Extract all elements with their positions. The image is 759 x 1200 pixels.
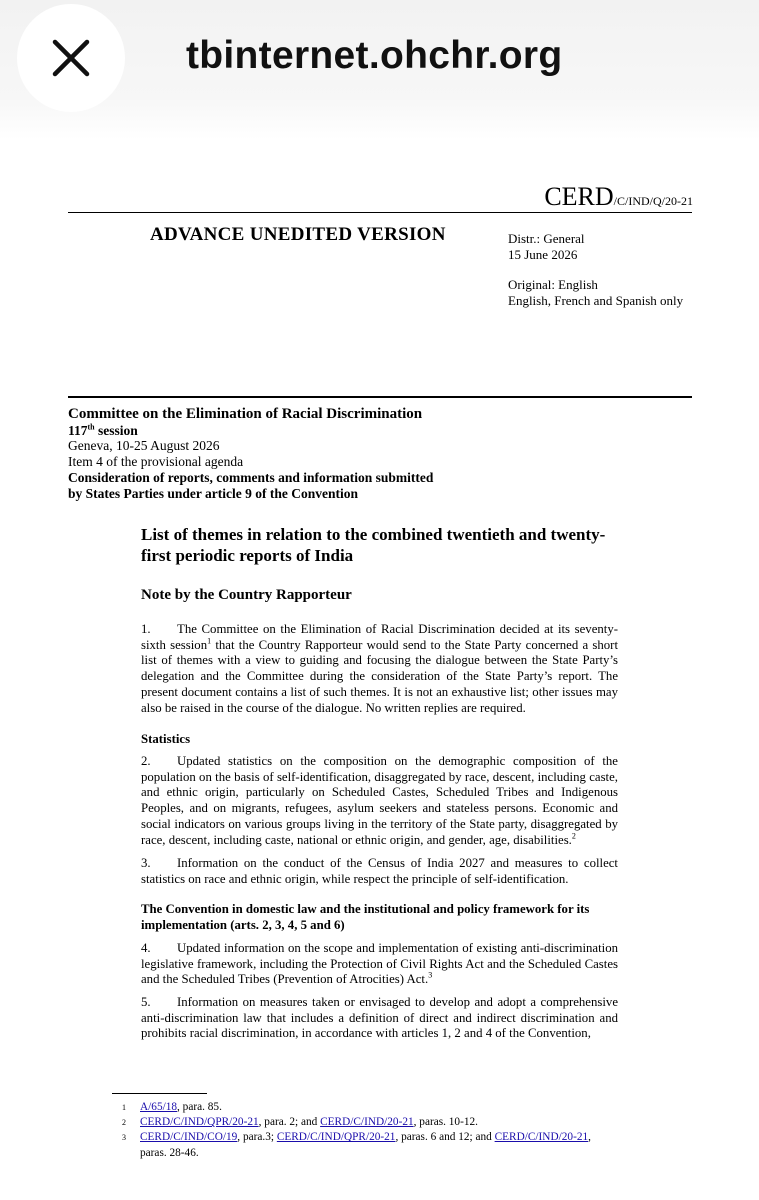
symbol-main: CERD: [544, 182, 614, 211]
document-link[interactable]: CERD/C/IND/CO/19: [140, 1131, 238, 1144]
session-sup: th: [87, 422, 95, 432]
session-word: session: [94, 422, 138, 438]
committee-name: Committee on the Elimination of Racial Discrimination: [68, 406, 423, 422]
para-number: 5.: [141, 995, 151, 1009]
document-symbol: [544, 182, 693, 212]
browser-top-bar: [0, 0, 759, 140]
symbol-rest: /C/IND/Q/20-21: [613, 194, 693, 208]
footnote-text-part: , para. 85.: [177, 1101, 222, 1113]
statistics-heading: Statistics: [141, 732, 191, 746]
para-number: 2.: [141, 754, 151, 768]
para-text: that the Country Rapporteur would send to the State Party concerned a short list of themes with a view to guiding and focusing the dialogue between the State Party’s delegation and the Committee during the consideration of the State Party’s report. The present document contains a list of such themes. It is not an exhaustive list; other issues may also be raised in the course of the dialogue. No written replies are required.: [141, 637, 618, 715]
document-link[interactable]: CERD/C/IND/QPR/20-21: [276, 1131, 396, 1144]
close-button[interactable]: [17, 4, 125, 112]
original-language: Original: English: [508, 277, 598, 292]
advance-unedited-label: ADVANCE UNEDITED VERSION: [150, 224, 446, 245]
para-number: 1.: [141, 622, 151, 636]
consideration-line-2: by States Parties under article 9 of the Convention: [68, 485, 358, 501]
footnotes: [122, 1100, 622, 1161]
footnote-text-part: , paras. 10-12.: [413, 1116, 478, 1129]
distribution: Distr.: General: [508, 231, 585, 246]
footnote-text: [140, 1130, 591, 1160]
footnote-text-part: paras. 28-46.: [140, 1146, 199, 1159]
document-link[interactable]: A/65/18: [140, 1101, 178, 1113]
para-text: Information on the conduct of the Census of India 2027 and measures to collect statistics on race and ethnic origin, while respect the principle of self-identification.: [141, 856, 618, 886]
footnote-number: 1: [122, 1103, 126, 1112]
para-text: Updated information on the scope and implementation of existing anti-discrimination legislative framework, including the Protection of Civil Rights Act and the Scheduled Castes and the Scheduled Tribes (Prevention of Atrocities) Act.: [141, 941, 618, 987]
footnote-ref[interactable]: 1: [207, 636, 212, 646]
committee-rule: [68, 396, 692, 398]
document-date: 15 June 2026: [508, 247, 578, 262]
footnote-text: [140, 1100, 222, 1115]
footnote-1: [122, 1100, 622, 1115]
footnote-number: 2: [122, 1118, 126, 1128]
para-number: 3.: [141, 856, 151, 870]
place-dates: Geneva, 10-25 August 2026: [68, 438, 220, 454]
para-text: Updated statistics on the composition on the demographic composition of the population on the basis of self-identification, disaggregated by race, descent, including caste, and ethnic origin, particularly on Scheduled Castes, Scheduled Tribes and Indigenous Peoples, and on migrants, refugees, asylum seekers and stateless persons. Economic and social indicators on various groups living in the territory of the State party, disaggregated by race, descent, including caste, national or ethnic origin, and gender, age, disabilities.: [141, 754, 618, 847]
paragraph-2: [141, 754, 618, 848]
header-rule: [68, 212, 692, 213]
footnote-text-part: , para. 2; and: [258, 1116, 321, 1129]
committee-block: [68, 407, 433, 501]
note-title: Note by the Country Rapporteur: [141, 587, 352, 603]
footnote-number: 3: [122, 1133, 126, 1143]
document-link[interactable]: CERD/C/IND/20-21: [494, 1131, 589, 1144]
para-text: Information on measures taken or envisaged to develop and adopt a comprehensive anti-discrimination law that includes a definition of direct and indirect discrimination and prohibits racial discrimination, in accordance with articles 1, 2 and 4 of the Convention,: [141, 995, 618, 1041]
footnote-ref[interactable]: 3: [428, 971, 433, 981]
paragraph-3: [141, 856, 618, 887]
footnote-ref[interactable]: 2: [571, 831, 576, 841]
footnote-rule: [112, 1093, 207, 1094]
paragraph-4: [141, 941, 618, 988]
footnote-text-part: , paras. 6 and 12; and: [395, 1131, 495, 1144]
paragraph-5: [141, 995, 618, 1042]
footnote-2: [122, 1115, 622, 1130]
url-label[interactable]: tbinternet.ohchr.org: [186, 34, 563, 77]
document-link[interactable]: CERD/C/IND/20-21: [320, 1116, 414, 1129]
footnote-text-part: , para.3;: [237, 1131, 277, 1144]
list-of-themes-title: List of themes in relation to the combined twentieth and twenty-first periodic reports of India: [141, 525, 606, 565]
close-x-icon: [49, 36, 93, 80]
consideration-line-1: Consideration of reports, comments and information submitted: [68, 469, 434, 485]
convention-heading: The Convention in domestic law and the institutional and policy framework for its implementation (arts. 2, 3, 4, 5 and 6): [141, 902, 590, 932]
footnote-3: [122, 1130, 622, 1160]
session-number: 117: [68, 422, 88, 438]
para-text: The Committee on the Elimination of Racial Discrimination decided at its seventy-sixth session: [141, 622, 618, 652]
languages: English, French and Spanish only: [508, 293, 684, 308]
session-label: [68, 423, 433, 439]
document-link[interactable]: CERD/C/IND/QPR/20-21: [140, 1116, 259, 1129]
footnote-text: [140, 1115, 478, 1130]
agenda-item: Item 4 of the provisional agenda: [68, 454, 244, 470]
footnote-text-part: ,: [588, 1131, 591, 1144]
para-number: 4.: [141, 941, 151, 955]
paragraph-1: [141, 622, 618, 716]
